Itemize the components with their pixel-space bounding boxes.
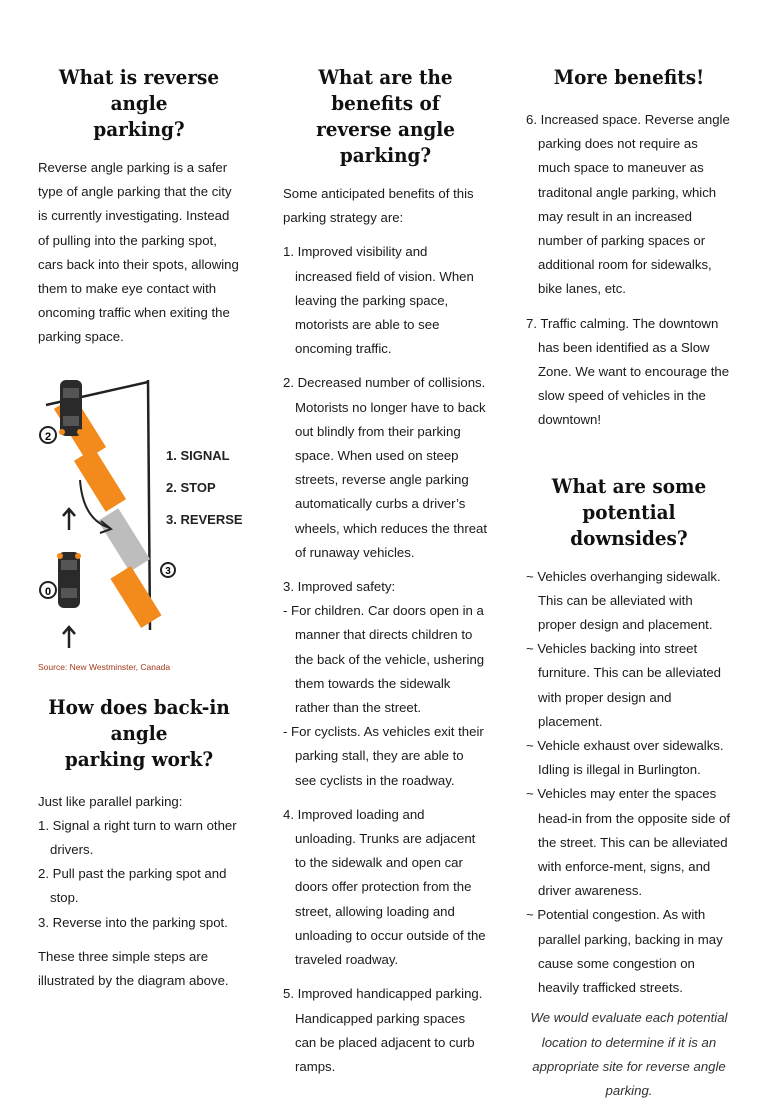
- list-item: 5. Improved handicapped parking. Handicapped parking spaces can be placed adjacent to curb ramps.: [283, 986, 483, 1074]
- list-item: 7. Traffic calming. The downtown has been identified as a Slow Zone. We want to encourage the slow speed of vehicles in the downtown!: [526, 315, 730, 428]
- heading-benefits: What are the benefits of reverse angle parking?: [316, 65, 455, 167]
- heading-what-is: What is reverse angle parking?: [58, 65, 220, 141]
- step-signal: 1. SIGNAL: [166, 447, 230, 463]
- howto-intro: Just like parallel parking:: [38, 793, 183, 809]
- heading-how-does: How does back-in angle parking work?: [48, 694, 230, 771]
- benefits-list-5: [283, 982, 488, 1079]
- stall-orange: [110, 566, 161, 628]
- marker-2-label: 2: [44, 430, 52, 443]
- marker-0-label: 0: [44, 585, 52, 598]
- diagram-source: Source: New Westminster, Canada: [38, 661, 171, 672]
- heading-more-benefits: More benefits!: [553, 65, 705, 89]
- curb-line: [148, 380, 150, 630]
- list-item: ~ Vehicles overhanging sidewalk. This can be alleviated with proper design and placement.: [526, 568, 721, 633]
- list-item: 3. Reverse into the parking spot.: [38, 914, 228, 930]
- list-item: 2. Pull past the parking spot and stop.: [38, 866, 227, 906]
- howto-steps: [38, 814, 240, 935]
- parking-diagram-svg: [28, 350, 258, 680]
- benefits-intro: Some anticipated benefits of this parking strategy are:: [283, 186, 474, 226]
- step-reverse: 3. REVERSE: [166, 511, 243, 527]
- more-benefits-list: [526, 108, 732, 302]
- stall-gray: [98, 508, 150, 572]
- downsides-list: [526, 565, 732, 1001]
- list-item: 3. Improved safety:: [283, 579, 396, 595]
- benefits-list-4: [283, 803, 488, 972]
- car-icon: [59, 380, 83, 436]
- list-item: 1. Signal a right turn to warn other drivers.: [38, 817, 237, 858]
- list-item: 1. Improved visibility and increased field of vision. When leaving the parking space, motorists are able to see oncoming traffic.: [283, 244, 474, 357]
- list-item: ~ Potential congestion. As with parallel parking, backing in may cause some congestion on heavily trafficked streets.: [526, 907, 723, 996]
- list-item: - For cyclists. As vehicles exit their parking stall, they are able to see cyclists in the roadway.: [283, 724, 484, 788]
- closing-note: We would evaluate each potential location to determine if it is an appropriate site for reverse angle parking.: [530, 1010, 728, 1098]
- parking-diagram: [28, 350, 243, 680]
- intro-paragraph: Reverse angle parking is a safer type of angle parking that the city is currently investigating. Instead of pulling into the parking spot, cars back into their spots, allowing them to make eye contact with oncoming traffic when exiting the parking space.: [38, 160, 239, 345]
- list-item: - For children. Car doors open in a manner that directs children to the back of the vehicle, ushering them towards the sidewalk rather than the street.: [283, 603, 485, 716]
- howto-closing: These three simple steps are illustrated by the diagram above.: [38, 948, 229, 989]
- list-item: ~ Vehicles backing into street furniture. This can be alleviated with proper design and placement.: [526, 641, 722, 729]
- marker-3-label: 3: [165, 565, 171, 577]
- step-stop: 2. STOP: [166, 479, 216, 495]
- car-icon: [57, 552, 81, 608]
- list-item: ~ Vehicle exhaust over sidewalks. Idling is illegal in Burlington.: [526, 738, 724, 778]
- list-item: ~ Vehicles may enter the spaces head-in from the opposite side of the street. This can be alleviated with enforce-ment, signs, and driver awareness.: [526, 786, 731, 899]
- more-benefits-list-2: [526, 312, 732, 433]
- benefits-list: [283, 240, 488, 361]
- column-what-is: [38, 0, 243, 993]
- list-item: 2. Decreased number of collisions. Motorists no longer have to back out blindly from their parking space. When used on steep streets, reverse angle parking automatically curbs a driver’s wheels, which reduces the threat of runaway vehicles.: [283, 375, 488, 560]
- column-more-benefits: [526, 0, 732, 1103]
- benefits-list-3: [283, 575, 488, 793]
- list-item: 6. Increased space. Reverse angle parking does not require as much space to maneuver as traditonal angle parking, which may result in an increased number of parking spaces or additional room for sidewalks, bike lanes, etc.: [526, 112, 730, 297]
- list-item: 4. Improved loading and unloading. Trunks are adjacent to the sidewalk and open car doors offer protection from the street, allowing loading and unloading to occur outside of the traveled roadway.: [283, 806, 486, 968]
- column-benefits: [283, 0, 488, 1079]
- benefits-list-2: [283, 371, 488, 565]
- heading-downsides: What are some potential downsides?: [551, 473, 707, 550]
- stall-orange: [74, 448, 126, 512]
